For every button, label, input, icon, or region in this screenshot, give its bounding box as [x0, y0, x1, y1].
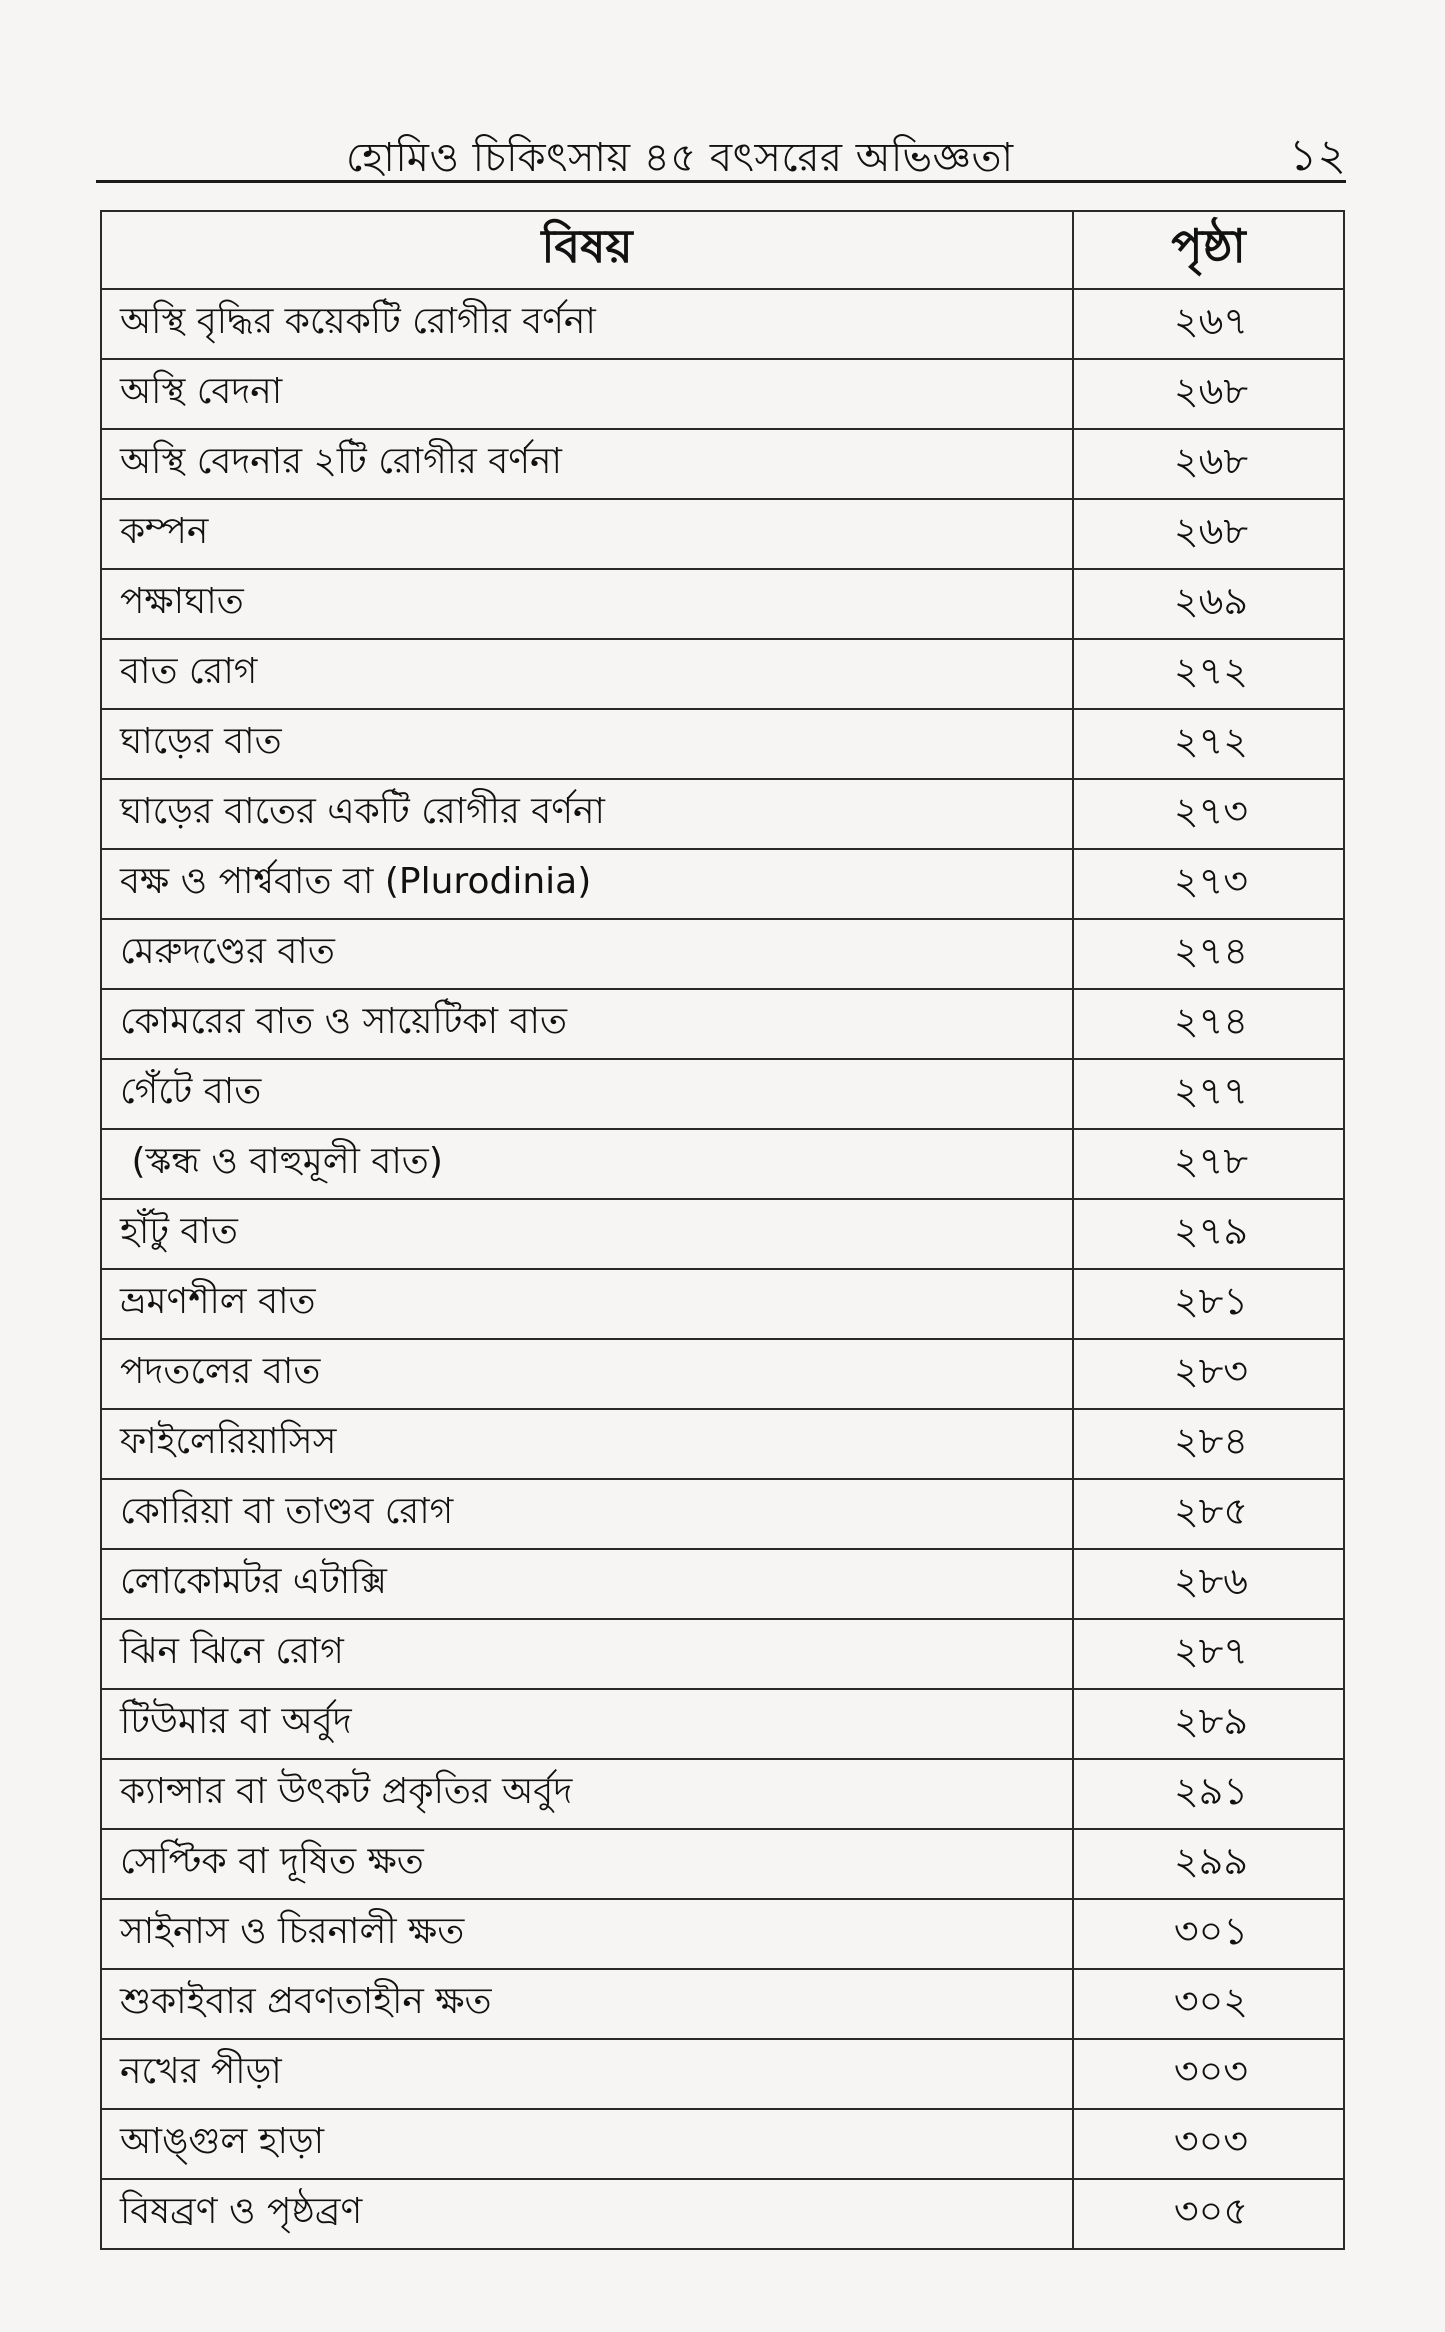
row-subject: কোমরের বাত ও সায়েটিকা বাত: [101, 989, 1073, 1059]
row-page-number: ২৮৩: [1073, 1339, 1344, 1409]
row-subject: গেঁটে বাত: [101, 1059, 1073, 1129]
running-header: [96, 118, 1346, 183]
row-subject: মেরুদণ্ডের বাত: [101, 919, 1073, 989]
table-row: [101, 989, 1344, 1059]
table-row: [101, 1269, 1344, 1339]
table-row: [101, 1409, 1344, 1479]
table-row: [101, 1339, 1344, 1409]
row-subject: নখের পীড়া: [101, 2039, 1073, 2109]
row-page-number: ২৮১: [1073, 1269, 1344, 1339]
row-page-number: ২৬৮: [1073, 429, 1344, 499]
row-page-number: ২৬৮: [1073, 359, 1344, 429]
row-page-number: ২৯৯: [1073, 1829, 1344, 1899]
table-row: [101, 1759, 1344, 1829]
row-subject: সাইনাস ও চিরনালী ক্ষত: [101, 1899, 1073, 1969]
row-page-number: ২৭২: [1073, 639, 1344, 709]
table-row: [101, 1969, 1344, 2039]
page-number: ১২: [1288, 130, 1346, 181]
table-row: [101, 639, 1344, 709]
book-title: হোমিও চিকিৎসায় ৪৫ বৎসরের অভিজ্ঞতা: [346, 135, 1014, 181]
row-subject: ভ্রমণশীল বাত: [101, 1269, 1073, 1339]
row-page-number: ২৭৭: [1073, 1059, 1344, 1129]
row-subject: সেপ্টিক বা দূষিত ক্ষত: [101, 1829, 1073, 1899]
table-row: [101, 2179, 1344, 2249]
row-subject: বিষব্রণ ও পৃষ্ঠব্রণ: [101, 2179, 1073, 2249]
row-subject: ফাইলেরিয়াসিস: [101, 1409, 1073, 1479]
row-subject: (স্কন্ধ ও বাহুমূলী বাত): [101, 1129, 1073, 1199]
table-row: [101, 499, 1344, 569]
table-row: [101, 1479, 1344, 1549]
table-row: [101, 919, 1344, 989]
row-subject: বক্ষ ও পার্শ্ববাত বা (Plurodinia): [101, 849, 1073, 919]
table-row: [101, 429, 1344, 499]
row-page-number: ২৭৪: [1073, 989, 1344, 1059]
row-page-number: ২৮৫: [1073, 1479, 1344, 1549]
row-page-number: ২৭৪: [1073, 919, 1344, 989]
row-subject: অস্থি বেদনার ২টি রোগীর বর্ণনা: [101, 429, 1073, 499]
contents-table-body: [101, 289, 1344, 2249]
row-page-number: ৩০৩: [1073, 2109, 1344, 2179]
row-subject: কোরিয়া বা তাণ্ডব রোগ: [101, 1479, 1073, 1549]
row-subject: টিউমার বা অর্বুদ: [101, 1689, 1073, 1759]
row-subject: ঘাড়ের বাত: [101, 709, 1073, 779]
row-subject: পক্ষাঘাত: [101, 569, 1073, 639]
row-page-number: ২৭৩: [1073, 849, 1344, 919]
row-page-number: ৩০৫: [1073, 2179, 1344, 2249]
contents-table: [100, 210, 1345, 2250]
row-subject: শুকাইবার প্রবণতাহীন ক্ষত: [101, 1969, 1073, 2039]
row-page-number: ৩০২: [1073, 1969, 1344, 2039]
table-row: [101, 289, 1344, 359]
subject-column-header: বিষয়: [101, 211, 1073, 289]
row-page-number: ২৬৭: [1073, 289, 1344, 359]
table-row: [101, 1059, 1344, 1129]
row-page-number: ২৮৬: [1073, 1549, 1344, 1619]
row-subject: ঘাড়ের বাতের একটি রোগীর বর্ণনা: [101, 779, 1073, 849]
row-subject: বাত রোগ: [101, 639, 1073, 709]
table-row: [101, 1549, 1344, 1619]
row-page-number: ২৬৮: [1073, 499, 1344, 569]
row-page-number: ২৮৯: [1073, 1689, 1344, 1759]
row-page-number: ২৮৭: [1073, 1619, 1344, 1689]
row-page-number: ২৯১: [1073, 1759, 1344, 1829]
table-row: [101, 1689, 1344, 1759]
row-subject: কম্পন: [101, 499, 1073, 569]
table-row: [101, 359, 1344, 429]
row-subject: হাঁটু বাত: [101, 1199, 1073, 1269]
row-subject: অস্থি বেদনা: [101, 359, 1073, 429]
row-subject: অস্থি বৃদ্ধির কয়েকটি রোগীর বর্ণনা: [101, 289, 1073, 359]
row-page-number: ২৭৯: [1073, 1199, 1344, 1269]
row-page-number: ২৬৯: [1073, 569, 1344, 639]
row-page-number: ২৭৩: [1073, 779, 1344, 849]
row-subject: ক্যান্সার বা উৎকট প্রকৃতির অর্বুদ: [101, 1759, 1073, 1829]
table-row: [101, 569, 1344, 639]
row-subject: পদতলের বাত: [101, 1339, 1073, 1409]
table-row: [101, 2109, 1344, 2179]
table-row: [101, 1619, 1344, 1689]
row-page-number: ২৮৪: [1073, 1409, 1344, 1479]
page-column-header: পৃষ্ঠা: [1073, 211, 1344, 289]
table-row: [101, 779, 1344, 849]
table-row: [101, 1129, 1344, 1199]
table-row: [101, 1899, 1344, 1969]
table-row: [101, 849, 1344, 919]
table-row: [101, 1829, 1344, 1899]
row-subject: ঝিন ঝিনে রোগ: [101, 1619, 1073, 1689]
row-page-number: ৩০৩: [1073, 2039, 1344, 2109]
table-header-row: [101, 211, 1344, 289]
table-row: [101, 1199, 1344, 1269]
row-subject: লোকোমটর এটাক্সি: [101, 1549, 1073, 1619]
row-page-number: ২৭৮: [1073, 1129, 1344, 1199]
row-subject: আঙ্গুল হাড়া: [101, 2109, 1073, 2179]
row-page-number: ২৭২: [1073, 709, 1344, 779]
row-page-number: ৩০১: [1073, 1899, 1344, 1969]
table-row: [101, 709, 1344, 779]
table-row: [101, 2039, 1344, 2109]
